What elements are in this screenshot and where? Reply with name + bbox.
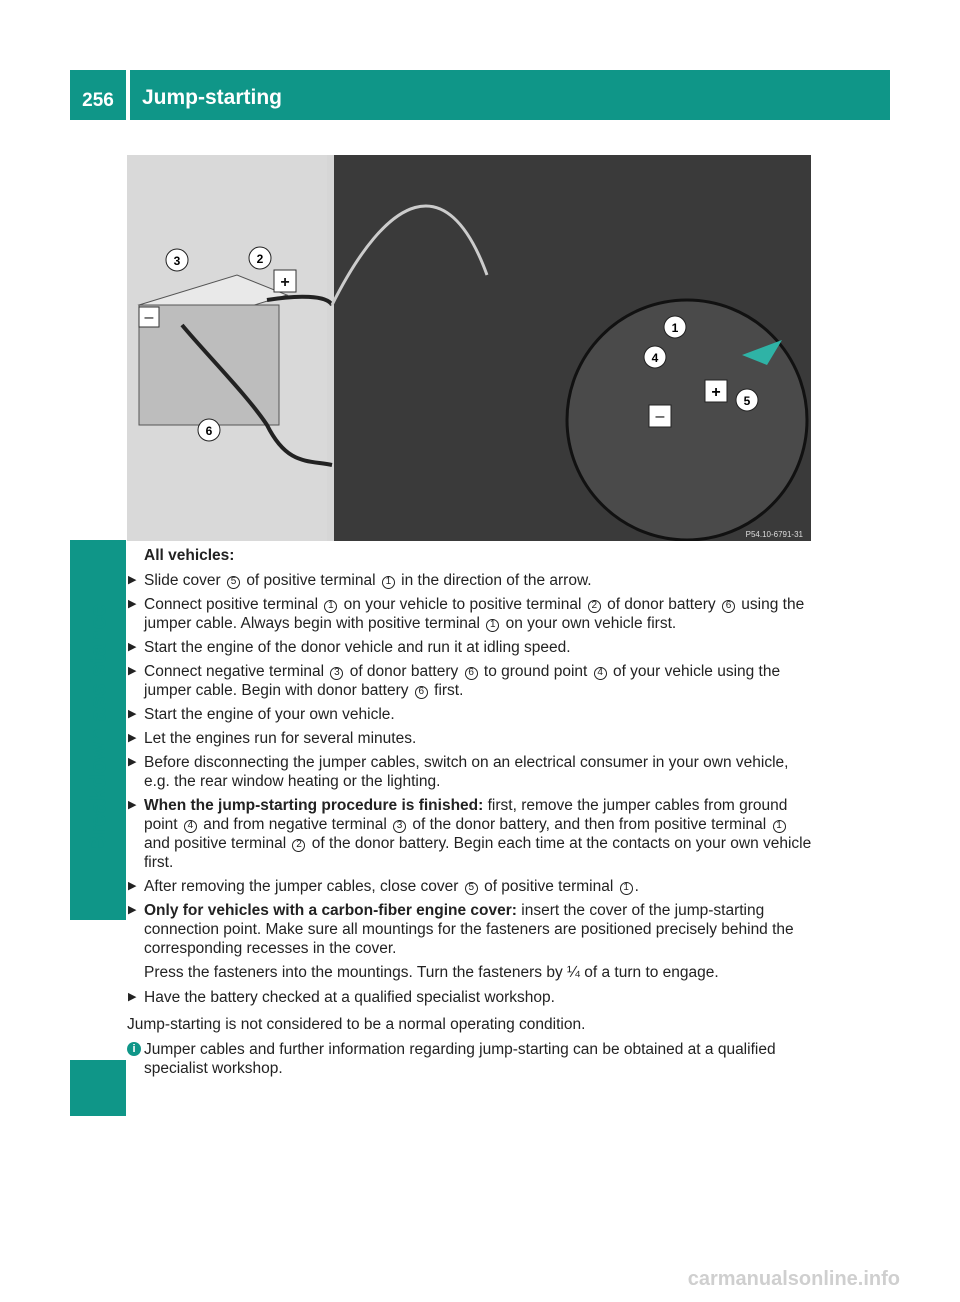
- ref-marker: 6: [415, 686, 428, 699]
- text: using the jumper cable. Always begin with positive terminal: [144, 596, 805, 632]
- info-text: Jumper cables and further information regarding jump-starting can be obtained at a qualified specialist workshop.: [144, 1041, 776, 1077]
- minus-sign: –: [144, 309, 154, 326]
- step-carbon-fiber-sub: Press the fasteners into the mountings. Turn the fasteners by ¼ of a turn to engage.: [144, 964, 719, 981]
- figure-code: P54.10-6791-31: [745, 530, 803, 539]
- step-close-cover: [127, 877, 813, 896]
- note: Jump-starting is not considered to be a normal operating condition.: [127, 1016, 586, 1033]
- info-note: [127, 1040, 813, 1078]
- text: After removing the jumper cables, close cover: [144, 878, 459, 895]
- text: of positive terminal: [484, 878, 614, 895]
- text: and positive terminal: [144, 835, 287, 852]
- ref-marker: 3: [393, 820, 406, 833]
- section-marker: [70, 1060, 126, 1116]
- text: on your vehicle to positive terminal: [343, 596, 582, 613]
- ref-marker: 1: [486, 619, 499, 632]
- ref-marker: 6: [465, 667, 478, 680]
- ref-marker: 2: [588, 600, 601, 613]
- callout-4-label: 4: [651, 351, 659, 365]
- ref-marker: 1: [773, 820, 786, 833]
- ref-marker: 1: [324, 600, 337, 613]
- text: of positive terminal: [246, 572, 376, 589]
- text: of donor battery: [607, 596, 716, 613]
- detail-minus-sign: –: [655, 408, 665, 425]
- text: .: [634, 878, 639, 895]
- plus-sign: +: [280, 274, 290, 291]
- step-finished: [127, 796, 813, 872]
- text: to ground point: [483, 663, 588, 680]
- text: in the direction of the arrow.: [401, 572, 592, 589]
- page-number: 256: [70, 70, 126, 120]
- info-icon: i: [127, 1042, 141, 1056]
- text: Slide cover: [144, 572, 221, 589]
- text: first.: [434, 682, 464, 699]
- step-before-disconnect: ▶ Before disconnecting the jumper cables, switch on an electrical consumer in your own vehicle, e.g. the rear window heating or the lighting.: [127, 753, 813, 791]
- callout-3-label: 3: [173, 254, 181, 268]
- step-connect-positive: [127, 595, 813, 633]
- page-title: Jump-starting: [130, 70, 890, 120]
- battery-body: [139, 305, 279, 425]
- callout-5-label: 5: [743, 394, 751, 408]
- section-heading: All vehicles:: [144, 547, 235, 564]
- step-slide-cover: [127, 571, 813, 590]
- step-connect-negative: [127, 662, 813, 700]
- text: on your own vehicle first.: [505, 615, 677, 632]
- callout-6-label: 6: [205, 424, 213, 438]
- jump-start-illustration: [127, 155, 811, 541]
- step-start-own: ▶ Start the engine of your own vehicle.: [127, 705, 813, 724]
- ref-marker: 1: [382, 576, 395, 589]
- ref-marker: 1: [620, 882, 633, 895]
- illustration-svg: [127, 155, 811, 541]
- text: of your vehicle using the jumper cable. Begin with donor battery: [144, 663, 781, 699]
- text: Connect negative terminal: [144, 663, 325, 680]
- detail-plus-sign: +: [711, 384, 721, 401]
- text: of the donor battery, and then from positive terminal: [412, 816, 767, 833]
- ref-marker: 5: [227, 576, 240, 589]
- callout-1-label: 1: [671, 321, 679, 335]
- step-battery-check: ▶ Have the battery checked at a qualified specialist workshop.: [127, 988, 813, 1007]
- callout-2-label: 2: [256, 252, 264, 266]
- text-bold: Only for vehicles with a carbon-fiber engine cover:: [144, 902, 517, 919]
- instructions: [127, 546, 813, 1078]
- text: insert the cover of the jump-starting connection point. Make sure all mountings for the fasteners are positioned precisely behind the corresponding recesses in the cover.: [144, 902, 794, 957]
- text-bold: When the jump-starting procedure is finished:: [144, 797, 484, 814]
- step-start-donor: ▶ Start the engine of the donor vehicle and run it at idling speed.: [127, 638, 813, 657]
- text: first, remove the jumper cables from ground point: [144, 797, 788, 833]
- step-carbon-fiber: [127, 901, 813, 958]
- ref-marker: 2: [292, 839, 305, 852]
- ref-marker: 6: [722, 600, 735, 613]
- text: of donor battery: [349, 663, 459, 680]
- ref-marker: 4: [184, 820, 197, 833]
- detail-magnifier: [567, 300, 807, 540]
- step-run-engines: ▶ Let the engines run for several minutes.: [127, 729, 813, 748]
- text: of the donor battery. Begin each time at the contacts on your own vehicle first.: [144, 835, 812, 871]
- ref-marker: 3: [330, 667, 343, 680]
- section-label: Breakdown assistance: [84, 603, 111, 853]
- watermark: carmanualsonline.info: [687, 1268, 900, 1290]
- ref-marker: 4: [594, 667, 607, 680]
- text: and from negative terminal: [203, 816, 387, 833]
- text: Connect positive terminal: [144, 596, 319, 613]
- ref-marker: 5: [465, 882, 478, 895]
